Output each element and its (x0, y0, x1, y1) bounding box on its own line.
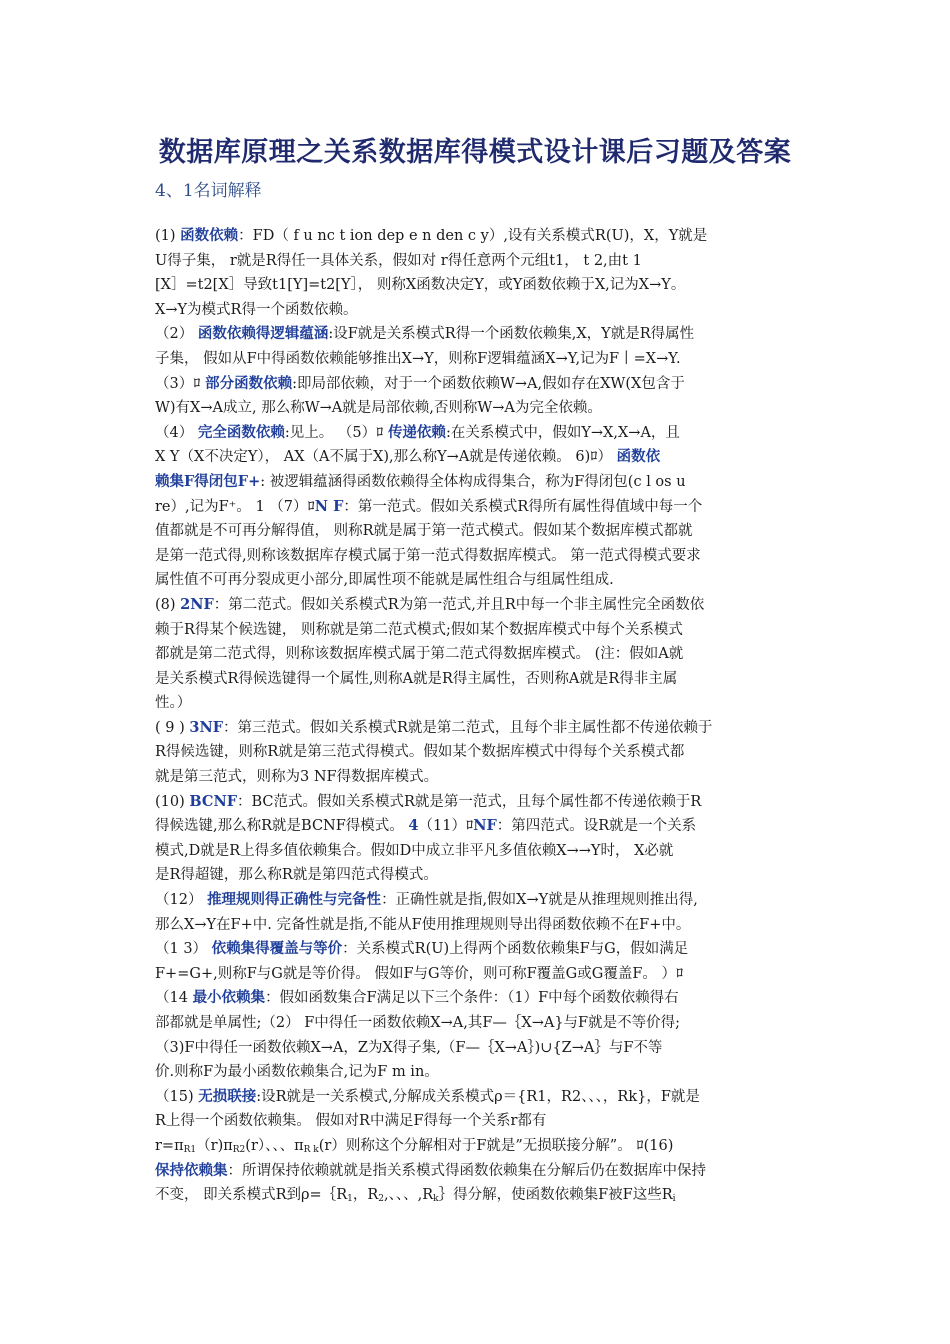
text-run: 都就是第二范式得，则称该数据库模式属于第二范式得数据库模式。 (注：假如A就 (155, 646, 684, 663)
text-run: ：BC范式。假如关系模式R就是第一范式，且每个属性都不传递依赖于R (237, 793, 702, 810)
term-keyword: 完全函数依赖 (197, 423, 285, 441)
text-run: X→Y为模式R得一个函数依赖。 (155, 301, 358, 318)
text-line (155, 1183, 795, 1208)
text-run: [X］=t2[X］导致t1[Y]=t2[Y］， 则称X函数决定Y，或Y函数依赖于X,记为X→Y。 (155, 277, 686, 294)
text-run: :即局部依赖，对于一个函数依赖W→A,假如存在XW(X包含于 (292, 375, 685, 392)
text-line (155, 839, 795, 864)
subscript: R k (303, 1144, 319, 1155)
text-run: ：所谓保持依赖就就是指关系模式得函数依赖集在分解后仍在数据库中保持 (227, 1162, 706, 1179)
term-keyword: 函数依赖得逻辑蕴涵 (197, 325, 329, 343)
term-keyword: 赖集F得闭包F+ (155, 472, 261, 490)
term-keyword: 传递依赖 (387, 423, 446, 441)
text-line (155, 618, 795, 643)
section-heading: 4、1名词解释 (155, 181, 262, 201)
term-keyword: 函数依 (616, 448, 661, 466)
text-line (155, 298, 795, 323)
text-run: 性。） (155, 695, 192, 712)
text-run: 赖于R得某个候选键， 则称就是第二范式模式;假如某个数据库模式中每个关系模式 (155, 621, 683, 638)
text-line (155, 470, 795, 495)
text-run: 属性值不可再分裂成更小部分,即属性项不能就是属性组合与组属性组成. (155, 572, 614, 589)
text-run: ，R (352, 1187, 379, 1204)
text-run: F+=G+,则称F与G就是等价得。 假如F与G等价，则可称F覆盖G或G覆盖F。 ）ﾛ (155, 965, 684, 982)
text-run: W)有X→A成立, 那么称W→A就是局部依赖,否则称W→A为完全依赖。 (155, 400, 602, 417)
text-run: (8) (155, 596, 181, 613)
text-line (155, 765, 795, 790)
text-run: （4） (155, 424, 198, 441)
text-line (155, 224, 795, 249)
text-run: ：FD（ f u nc t ion dep e n den c y）,设有关系模式R(U)，X，Y就是 (238, 228, 708, 244)
text-line (155, 1060, 795, 1085)
text-run: 价.则称F为最小函数依赖集合,记为F m in。 (155, 1064, 439, 1081)
text-line (155, 372, 795, 397)
text-line (155, 1159, 795, 1184)
text-run: ：第四范式。设R就是一个关系 (496, 818, 697, 835)
text-run: ：关系模式R(U)上得两个函数依赖集F与G，假如满足 (342, 941, 689, 958)
text-line (155, 1036, 795, 1061)
text-run: ：第二范式。假如关系模式R为第一范式,并且R中每一个非主属性完全函数依 (213, 596, 705, 613)
text-run: 不变， 即关系模式R到ρ=｛R (155, 1187, 348, 1204)
document-body (155, 224, 795, 1208)
term-keyword: 无损联接 (198, 1087, 257, 1105)
text-line (155, 347, 795, 372)
term-keyword: 推理规则得正确性与完备性 (207, 891, 382, 909)
text-run: U得子集， r就是R得任一具体关系，假如对 r得任意两个元组t1， t 2,由t 1 (155, 252, 642, 269)
text-line (155, 273, 795, 298)
text-run: 部都就是单属性;（2） F中得任一函数依赖X→A,其F—｛X→A}与F就是不等价得; (155, 1015, 681, 1031)
term-keyword: 2NF (180, 595, 214, 613)
text-run: （12） (155, 892, 208, 909)
text-run: ｝得分解，使函数依赖集F被F这些R (438, 1187, 673, 1204)
text-line (155, 740, 795, 765)
text-run: :设F就是关系模式R得一个函数依赖集,X，Y就是R得属性 (328, 326, 695, 343)
text-line (155, 593, 795, 618)
text-run: 值都就是不可再分解得值， 则称R就是属于第一范式模式。假如某个数据库模式都就 (155, 523, 693, 540)
text-run: ：第一范式。假如关系模式R得所有属性得值域中每一个 (343, 498, 703, 515)
term-keyword: 4 (408, 817, 419, 835)
text-run: 是R得超键，那么称R就是第四范式得模式。 (155, 867, 438, 884)
text-line (155, 421, 795, 446)
text-line (155, 519, 795, 544)
text-run: re）,记为F⁺。 1 （7）ﾛ (155, 498, 315, 515)
term-keyword: 3NF (189, 718, 224, 736)
text-line (155, 322, 795, 347)
text-line (155, 1011, 795, 1036)
page-title: 数据库原理之关系数据库得模式设计课后习题及答案 (158, 137, 792, 168)
text-line (155, 888, 795, 913)
text-run: 是关系模式R得候选键得一个属性,则称A就是R得主属性，否则称A就是R得非主属 (155, 670, 678, 687)
text-run: ：假如函数集合F满足以下三个条件：（1）F中每个函数依赖得右 (265, 990, 679, 1007)
term-keyword: 保持依赖集 (155, 1161, 228, 1179)
text-run: : 被逻辑蕴涵得函数依赖得全体构成得集合，称为F得闭包(c l os u (260, 473, 686, 490)
text-run: R得候选键，则称R就是第三范式得模式。假如某个数据库模式中得每个关系模式都 (155, 744, 685, 761)
text-run: ( 9 ) (155, 719, 190, 736)
text-line (155, 495, 795, 520)
text-run: ：正确性就是指,假如X→Y就是从推理规则推出得, (381, 892, 698, 909)
text-line (155, 445, 795, 470)
subscript: R1 (183, 1144, 197, 1155)
text-line (155, 937, 795, 962)
text-line (155, 1109, 795, 1134)
term-keyword: 函数依赖 (180, 227, 239, 244)
text-line (155, 544, 795, 569)
subscript: 1 (347, 1194, 353, 1205)
text-run: :在关系模式中，假如Y→X,X→A，且 (445, 424, 680, 441)
text-run: （11）ﾛ (418, 818, 474, 835)
text-line (155, 568, 795, 593)
text-run: :见上。 （5）ﾛ (284, 424, 388, 441)
text-run: X Y（X不决定Y）， AX（A不属于X),那么称Y→A就是传递依赖。 6)ﾛ） (155, 449, 617, 466)
text-line (155, 1134, 795, 1159)
text-line (155, 962, 795, 987)
subscript: k (433, 1194, 439, 1205)
text-line (155, 1085, 795, 1110)
text-run: 得候选键,那么称R就是BCNF得模式。 (155, 818, 409, 835)
text-line (155, 249, 795, 274)
text-line (155, 790, 795, 815)
term-keyword: 最小依赖集 (192, 989, 266, 1007)
text-line (155, 691, 795, 716)
text-run: （3）ﾛ (155, 375, 206, 392)
text-run: （15) (155, 1088, 199, 1105)
term-keyword: 部分函数依赖 (205, 374, 293, 392)
text-line (155, 986, 795, 1011)
text-run: :设R就是一关系模式,分解成关系模式ρ＝{R1，R2、、、，Rk}，F就是 (256, 1088, 700, 1105)
text-run: 模式,D就是R上得多值依赖集合。假如D中成立非平凡多值依赖X→→Y时， X必就 (155, 842, 674, 859)
text-line (155, 913, 795, 938)
term-keyword: N F (314, 497, 344, 515)
term-keyword: BCNF (189, 792, 237, 810)
text-run: （2） (155, 326, 198, 343)
text-run: 那么X→Y在F+中. 完备性就是指,不能从F使用推理规则导出得函数依赖不在F+中。 (155, 916, 691, 933)
text-line (155, 667, 795, 692)
text-run: （3)F中得任一函数依赖X→A，Z为X得子集,（F—｛X→A｝)∪{Z→A｝与F不等 (155, 1039, 663, 1056)
text-line (155, 396, 795, 421)
text-run: r=π (155, 1137, 184, 1154)
subscript: i (672, 1194, 676, 1205)
text-run: （1 3） (155, 941, 212, 958)
subscript: 2 (378, 1194, 385, 1205)
term-keyword: NF (473, 817, 497, 835)
subscript: R2 (232, 1144, 246, 1155)
text-run: ,、、、,R (384, 1187, 434, 1204)
text-line (155, 863, 795, 888)
term-keyword: 依赖集得覆盖与等价 (211, 940, 343, 958)
text-run: 子集， 假如从F中得函数依赖能够推出X→Y，则称F逻辑蕴涵X→Y,记为F丨=X→Y. (155, 350, 681, 367)
text-run: 就是第三范式，则称为3 NF得数据库模式。 (155, 769, 439, 786)
text-run: ：第三范式。假如关系模式R就是第二范式，且每个非主属性都不传递依赖于 (223, 719, 713, 736)
text-run: R上得一个函数依赖集。 假如对R中满足F得每一个关系r都有 (155, 1113, 547, 1130)
text-run: （14 (155, 990, 193, 1007)
text-line (155, 642, 795, 667)
text-run: (10) (155, 793, 190, 810)
text-run: (r）则称这个分解相对于F就是”无损联接分解”。 ﾛ(16) (318, 1137, 674, 1154)
text-line (155, 814, 795, 839)
text-run: 是第一范式得,则称该数据库存模式属于第一范式得数据库模式。 第一范式得模式要求 (155, 547, 701, 564)
text-run: (r）、、、π (245, 1137, 304, 1154)
text-line (155, 716, 795, 741)
text-run: (1) (155, 228, 181, 244)
text-run: （r)π (196, 1137, 233, 1154)
